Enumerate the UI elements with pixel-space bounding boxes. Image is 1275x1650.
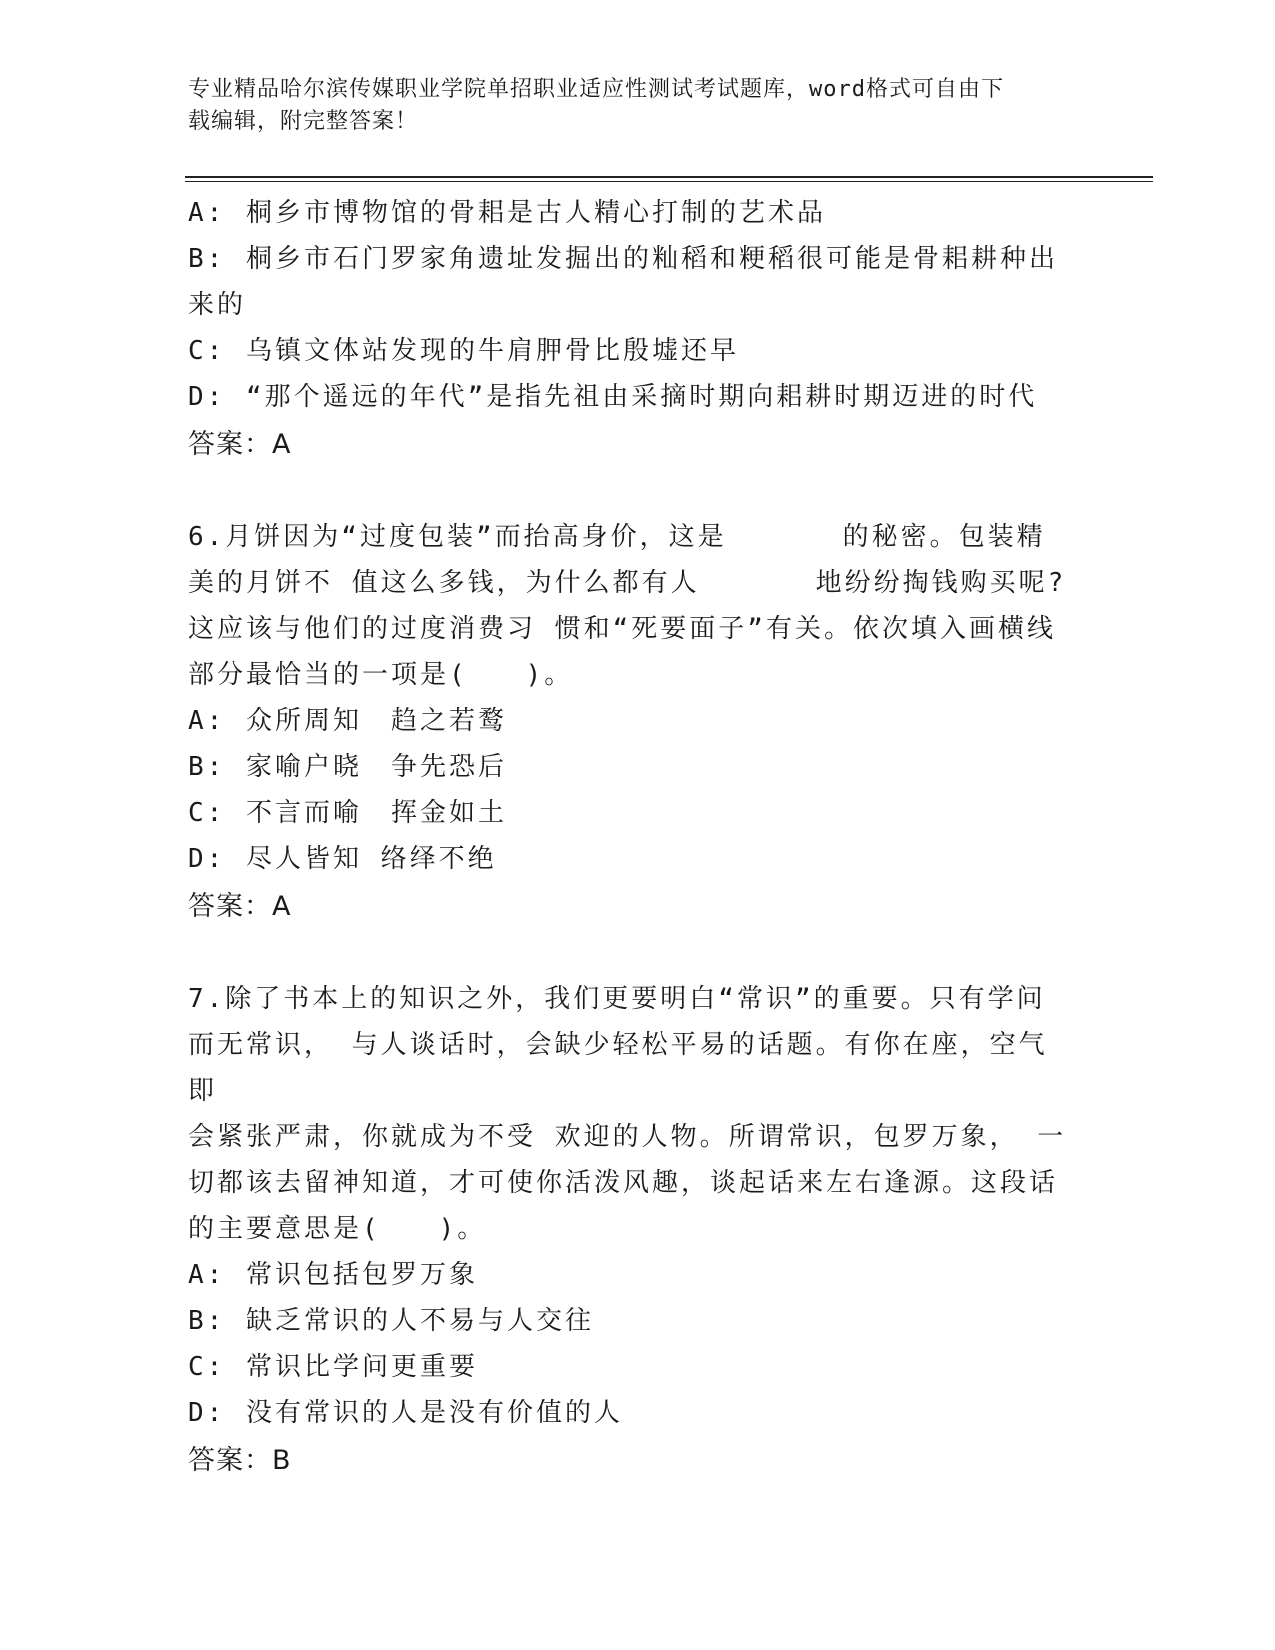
option-a: [188, 190, 1068, 236]
option-text: 缺乏常识的人不易与人交往: [246, 1306, 595, 1336]
option-text: 常识比学问更重要: [246, 1352, 479, 1382]
option-letter: D:: [188, 844, 226, 874]
option-letter: A:: [188, 706, 226, 736]
option-text: 常识包括包罗万象: [246, 1260, 479, 1290]
question-stem-line: 这应该与他们的过度消费习 惯和“死要面子”有关。依次填入画横线: [188, 614, 1056, 644]
option-letter: C:: [188, 336, 226, 366]
option-text: 乌镇文体站发现的牛肩胛骨比殷墟还早: [246, 336, 740, 366]
option-letter: B:: [188, 244, 226, 274]
header-rule-thick: [185, 176, 1153, 178]
question-7: [188, 976, 1068, 1484]
answer-line: 答案：A: [188, 891, 292, 922]
option-letter: B:: [188, 752, 226, 782]
question-5: [188, 190, 1068, 468]
option-text: 众所周知 趋之若鹜: [246, 706, 508, 736]
option-b: [188, 1298, 1068, 1344]
option-text: 桐乡市博物馆的骨耜是古人精心打制的艺术品: [246, 198, 827, 228]
question-stem-line: 6.月饼因为“过度包装”而抬高身价，这是 的秘密。包装精: [188, 522, 1046, 552]
option-text: “那个遥远的年代”是指先祖由采摘时期向耜耕时期迈进的时代: [246, 382, 1038, 412]
option-letter: A:: [188, 1260, 226, 1290]
option-letter: C:: [188, 1352, 226, 1382]
question-stem-line: 部分最恰当的一项是( )。: [188, 660, 574, 690]
question-stem-line: 7.除了书本上的知识之外，我们更要明白“常识”的重要。只有学问: [188, 984, 1046, 1014]
answer-line: 答案：A: [188, 429, 292, 460]
option-a: [188, 698, 1068, 744]
question-stem-line: 会紧张严肃，你就成为不受 欢迎的人物。所谓常识，包罗万象， 一: [188, 1122, 1067, 1152]
question-stem-line: 而无常识， 与人谈话时，会缺少轻松平易的话题。有你在座，空气即: [188, 1030, 1048, 1106]
option-c: [188, 328, 1068, 374]
option-letter: A:: [188, 198, 226, 228]
option-c: [188, 1344, 1068, 1390]
option-text: 不言而喻 挥金如土: [246, 798, 508, 828]
header-line-2: 载编辑，附完整答案！: [188, 109, 419, 134]
option-d: [188, 374, 1068, 420]
question-stem-line: 美的月饼不 值这么多钱，为什么都有人 地纷纷掏钱购买呢?: [188, 568, 1067, 598]
answer-line: 答案：B: [188, 1445, 292, 1476]
option-text: 尽人皆知 络绎不绝: [246, 844, 497, 874]
spacer: [188, 468, 1068, 514]
question-stem-line: 切都该去留神知道，才可使你活泼风趣，谈起话来左右逢源。这段话: [188, 1168, 1059, 1198]
header-rule-thin: [185, 181, 1153, 182]
option-b: [188, 744, 1068, 790]
option-letter: C:: [188, 798, 226, 828]
page-header: [188, 74, 1088, 138]
option-c: [188, 790, 1068, 836]
option-text: 没有常识的人是没有价值的人: [246, 1398, 624, 1428]
option-d: [188, 1390, 1068, 1436]
question-stem-line: 的主要意思是( )。: [188, 1214, 487, 1244]
option-letter: D:: [188, 382, 226, 412]
option-text: 桐乡市石门罗家角遗址发掘出的籼稻和粳稻很可能是骨耜耕种出: [246, 244, 1059, 274]
option-letter: D:: [188, 1398, 226, 1428]
option-text: 家喻户晓 争先恐后: [246, 752, 508, 782]
option-d: [188, 836, 1068, 882]
question-content: [188, 190, 1068, 1484]
option-a: [188, 1252, 1068, 1298]
option-b: [188, 236, 1068, 282]
header-line-1: 专业精品哈尔滨传媒职业学院单招职业适应性测试考试题库，word格式可自由下: [188, 77, 1004, 102]
question-6: [188, 514, 1068, 930]
option-b-continuation: 来的: [188, 290, 247, 320]
spacer: [188, 930, 1068, 976]
option-letter: B:: [188, 1306, 226, 1336]
